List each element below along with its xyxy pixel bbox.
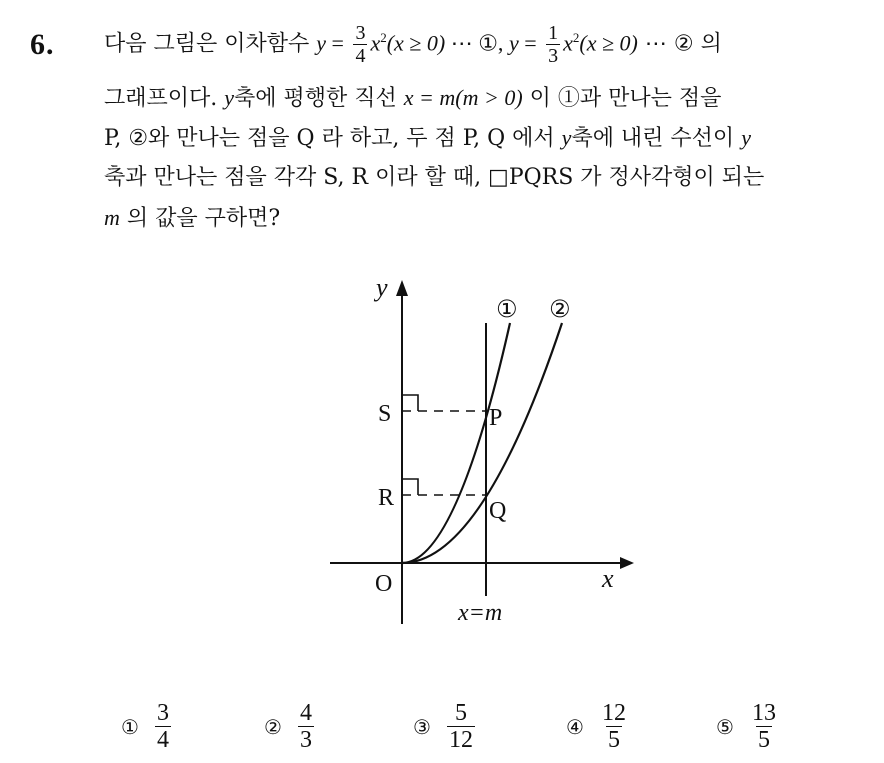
function1-lhs: y	[316, 30, 327, 56]
fraction-denominator: 4	[355, 44, 366, 67]
choice-4[interactable]	[566, 700, 631, 753]
choice-2[interactable]	[264, 700, 317, 753]
point-s-label: S	[378, 401, 392, 427]
point-r-label: R	[378, 485, 395, 511]
y-axis-label: y	[376, 273, 388, 302]
m-variable: m	[104, 205, 120, 230]
choice-marker: ④	[566, 714, 584, 739]
choice-fraction	[155, 700, 171, 753]
curve-2	[402, 323, 562, 563]
function1-equals: =	[326, 30, 350, 56]
fraction-denominator: 12	[448, 727, 473, 753]
x-axis-arrow	[620, 557, 634, 569]
curve-2-label: ②	[549, 295, 571, 323]
fraction-numerator: 5	[454, 700, 467, 726]
function2-tag: ⋯ ② 의	[637, 31, 722, 57]
answer-choices	[0, 700, 884, 760]
point-q-label: Q	[489, 498, 507, 524]
stem-text: 이 ①과 만나는 점을	[522, 86, 722, 111]
question-number: 6.	[30, 28, 55, 61]
stem-text: 축에 평행한 직선	[234, 86, 404, 111]
stem-text: P, ②와 만나는 점을 Q 라 하고, 두 점 P, Q 에서	[104, 126, 562, 151]
choice-fraction	[298, 700, 314, 753]
stem-text: 다음 그림은 이차함수	[104, 31, 317, 57]
stem-text: 의 값을 구하면?	[119, 206, 281, 231]
stem-text: 축에 내린 수선이	[571, 126, 742, 151]
function1-exponent: 2	[380, 30, 387, 45]
y-axis-arrow	[396, 280, 408, 296]
fraction-numerator: 13	[751, 700, 776, 726]
fraction-denominator: 4	[156, 727, 169, 753]
function1-tag: ⋯ ①,	[445, 30, 509, 56]
right-angle-mark-s	[402, 395, 418, 411]
choice-marker: ⑤	[716, 714, 734, 739]
choice-fraction	[447, 700, 475, 753]
choice-marker: ①	[121, 714, 139, 739]
right-angle-mark-r	[402, 479, 418, 495]
fraction-denominator: 3	[548, 44, 559, 67]
y-variable: y	[561, 125, 572, 150]
line-equation: x = m(m > 0)	[403, 85, 523, 110]
x-axis-label: x	[602, 564, 614, 593]
choice-5[interactable]	[716, 700, 781, 753]
choice-fraction	[600, 700, 628, 753]
question-line-4: 축과 만나는 점을 각각 S, R 이라 할 때, □PQRS 가 정사각형이 되는	[104, 165, 765, 190]
function2-domain: (x ≥ 0)	[579, 30, 638, 56]
fraction-numerator: 3	[355, 21, 366, 44]
fraction-denominator: 5	[607, 727, 620, 753]
fraction-denominator: 5	[757, 727, 770, 753]
function1-variable: x	[370, 30, 381, 56]
function2-exponent: 2	[572, 30, 580, 45]
point-p-label: P	[489, 405, 503, 431]
choice-marker: ②	[264, 714, 282, 739]
fraction-denominator: 3	[299, 727, 312, 753]
choice-1[interactable]	[121, 700, 174, 753]
y-variable: y	[224, 85, 235, 110]
curve-1-label: ①	[496, 295, 518, 323]
choice-fraction	[750, 700, 778, 753]
y-variable: y	[741, 125, 751, 150]
curve-1	[402, 323, 510, 563]
function2-variable: x	[563, 30, 573, 56]
function1-domain: (x ≥ 0)	[386, 30, 446, 56]
choice-marker: ③	[413, 714, 431, 739]
fraction-numerator: 3	[156, 700, 169, 726]
stem-text: 그래프이다.	[104, 86, 225, 111]
fraction-numerator: 1	[548, 21, 559, 44]
fraction-numerator: 12	[601, 700, 626, 726]
origin-label: O	[375, 571, 393, 597]
function2-lhs: y	[508, 30, 519, 56]
function2-equals: =	[518, 30, 543, 56]
fraction-numerator: 4	[299, 700, 312, 726]
line-x-equals-m-label: x=m	[458, 600, 503, 626]
choice-3[interactable]	[413, 700, 478, 753]
